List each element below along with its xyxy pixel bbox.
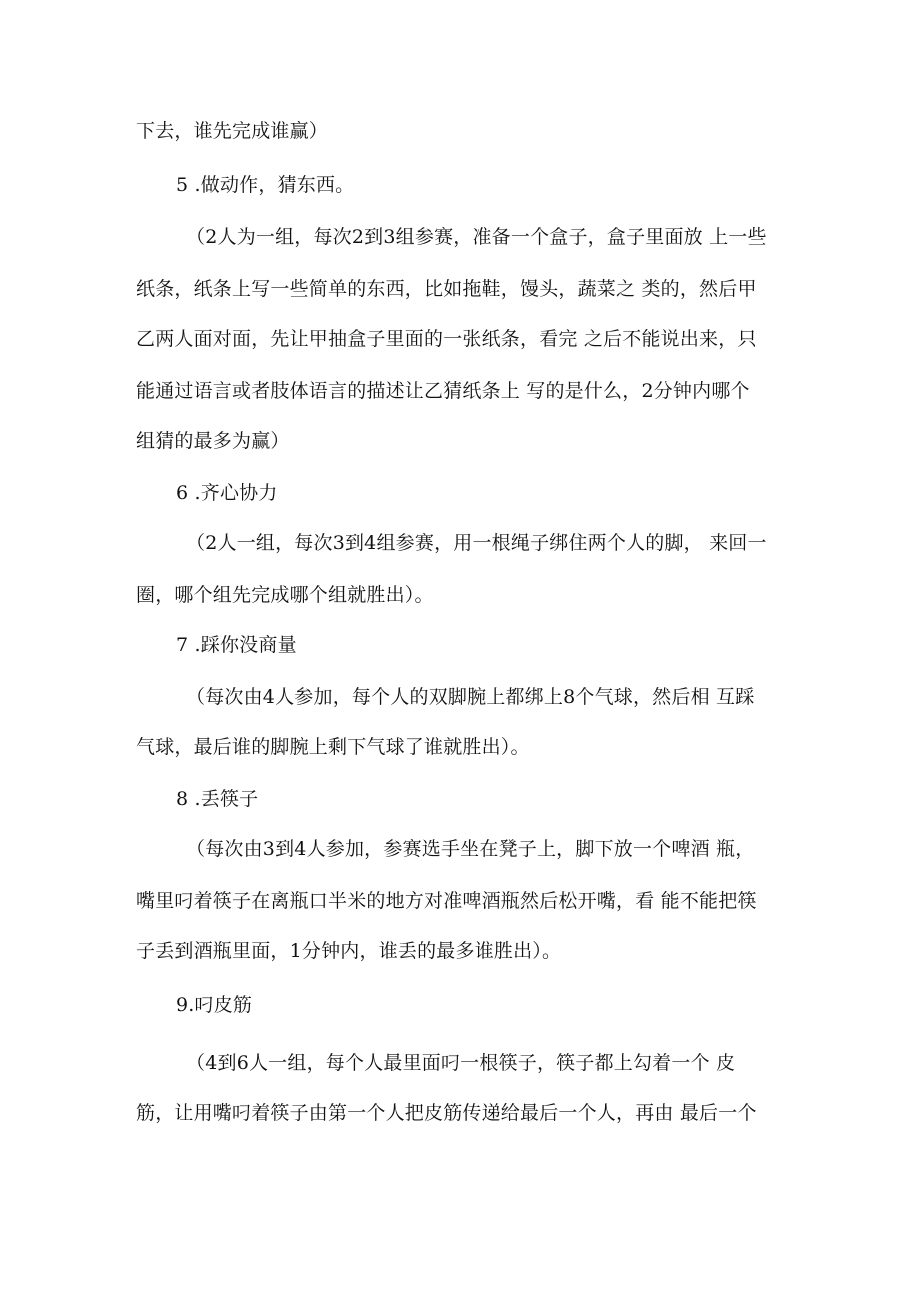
text-line: 乙两人面对面，先让甲抽盒子里面的一张纸条，看完 之后不能说出来，只 bbox=[136, 328, 757, 350]
section-heading: 7 .踩你没商量 bbox=[176, 634, 297, 656]
text-line: （4到6人一组，每个人最里面叼一根筷子，筷子都上勾着一个 皮 bbox=[186, 1052, 736, 1074]
section-heading: 8 .丢筷子 bbox=[176, 788, 259, 810]
section-heading: 9.叼皮筋 bbox=[176, 994, 253, 1016]
text-line: 下去，谁先完成谁赢） bbox=[136, 120, 329, 142]
text-line: （2人为一组，每次2到3组参赛，准备一个盒子，盒子里面放 上一些 bbox=[186, 226, 767, 248]
text-line: 嘴里叼着筷子在离瓶口半米的地方对准啤酒瓶然后松开嘴，看 能不能把筷 bbox=[136, 890, 757, 912]
text-line: （2人一组，每次3到4组参赛，用一根绳子绑住两个人的脚， 来回一 bbox=[186, 532, 767, 554]
text-line: （每次由3到4人参加，参赛选手坐在凳子上，脚下放一个啤酒 瓶， bbox=[186, 838, 755, 860]
text-line: 筋，让用嘴叼着筷子由第一个人把皮筋传递给最后一个人，再由 最后一个 bbox=[136, 1102, 757, 1124]
text-line: 能通过语言或者肢体语言的描述让乙猜纸条上 写的是什么，2分钟内哪个 bbox=[136, 380, 750, 402]
text-line: 气球，最后谁的脚腕上剩下气球了谁就胜出）。 bbox=[136, 736, 530, 758]
section-heading: 5 .做动作，猜东西。 bbox=[176, 174, 355, 196]
section-heading: 6 .齐心协力 bbox=[176, 482, 278, 504]
text-line: 圈，哪个组先完成哪个组就胜出）。 bbox=[136, 584, 434, 606]
text-line: 组猜的最多为赢） bbox=[136, 430, 290, 452]
text-line: 纸条，纸条上写一些简单的东西，比如拖鞋，馒头，蔬菜之 类的，然后甲 bbox=[136, 278, 757, 300]
text-line: （每次由4人参加，每个人的双脚腕上都绑上8个气球，然后相 互踩 bbox=[186, 686, 755, 708]
text-line: 子丢到酒瓶里面，1分钟内，谁丢的最多谁胜出）。 bbox=[136, 940, 562, 962]
